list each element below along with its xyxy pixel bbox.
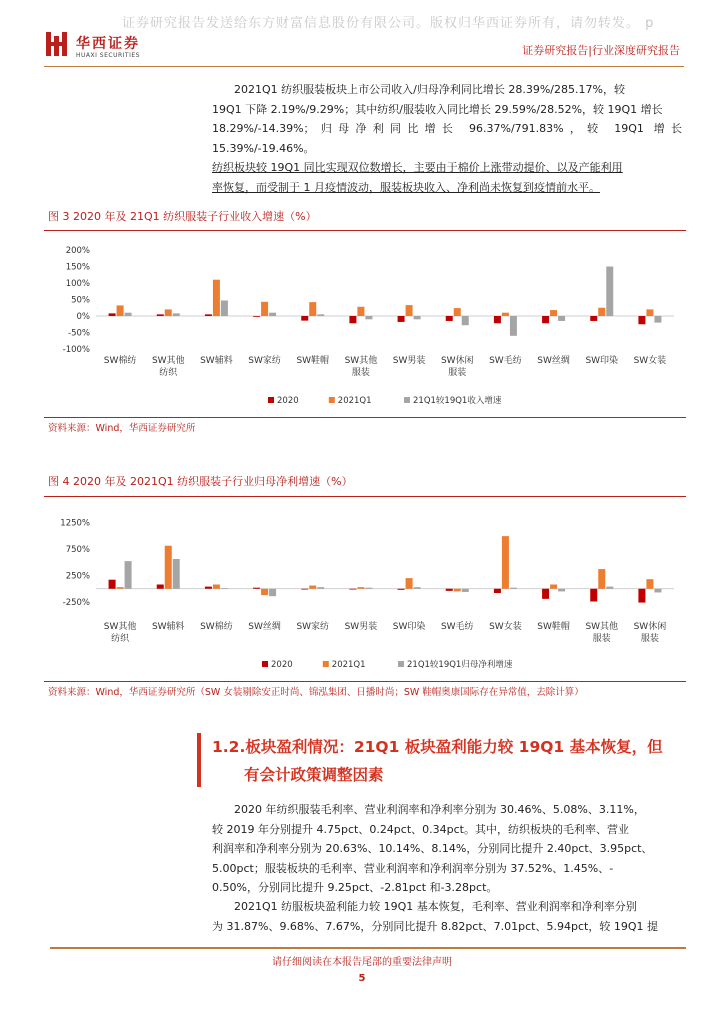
bar-2020: [301, 316, 308, 321]
category-label: SW男装: [392, 356, 426, 366]
bar-21Q1较19Q1归母净利增速: [173, 559, 180, 589]
bar-2021Q1: [646, 309, 653, 316]
logo-name: 华西证券: [76, 36, 140, 52]
legend-swatch: [268, 397, 274, 403]
bar-2021Q1: [550, 584, 557, 588]
bar-2020: [638, 589, 645, 603]
watermark: 证券研究报告发送给东方财富信息股份有限公司。版权归华西证券所有，请勿转发。 p: [122, 16, 655, 31]
bar-2021Q1: [454, 589, 461, 592]
bar-2021Q1: [117, 305, 124, 316]
bar-2021Q1: [261, 589, 268, 595]
intro-line: 18.29%/-14.39%；归母净利同比增长 96.37%/791.83%，较 19Q1 增长 15.39%/-19.46%。: [212, 122, 682, 155]
bar-2021Q1: [406, 578, 413, 589]
bar-2021Q1: [502, 536, 509, 589]
section-marker: [197, 733, 201, 787]
y-tick-label: 200%: [65, 246, 90, 256]
body-line: 为 31.87%、9.68%、7.67%，分别同比提升 8.82pct、7.01pct、5.94pct，较 19Q1 提: [212, 919, 658, 933]
category-label: SW鞋帽: [296, 356, 330, 366]
bar-21Q1较19Q1收入增速: [510, 316, 517, 336]
category-label: SW休闲服装: [633, 622, 667, 644]
bar-2020: [349, 589, 356, 590]
legend-swatch: [404, 397, 410, 403]
bar-21Q1较19Q1收入增速: [221, 300, 228, 316]
bar-21Q1较19Q1收入增速: [365, 316, 372, 319]
category-label: SW印染: [585, 356, 619, 366]
bar-2020: [446, 316, 453, 321]
bar-2021Q1: [165, 546, 172, 589]
bar-21Q1较19Q1归母净利增速: [125, 561, 132, 589]
bar-2021Q1: [261, 302, 268, 316]
category-label: SW女装: [633, 356, 667, 366]
bar-2020: [205, 314, 212, 316]
bar-2020: [590, 316, 597, 321]
bar-2020: [157, 314, 164, 316]
company-logo: [44, 30, 154, 64]
bar-2020: [205, 587, 212, 589]
legend-label: 21Q1较19Q1收入增速: [413, 396, 502, 406]
bar-2020: [109, 313, 116, 316]
figure3-source: 资料来源：Wind，华西证券研究所: [48, 423, 196, 434]
bar-2020: [590, 589, 597, 602]
page-number: 5: [358, 973, 366, 984]
y-tick-label: 100%: [65, 279, 90, 289]
category-label: SW辅料: [151, 622, 185, 632]
category-label: SW鞋帽: [537, 622, 570, 632]
bar-21Q1较19Q1收入增速: [269, 313, 276, 316]
bar-21Q1较19Q1归母净利增速: [462, 589, 469, 592]
category-label: SW辅料: [200, 356, 233, 366]
category-label: SW毛纺: [489, 356, 522, 366]
y-tick-label: 250%: [65, 571, 90, 582]
body-line: 利润率和净利率分别为 20.63%、10.14%、8.14%，分别同比提升 2.40pct、3.95pct、: [212, 842, 653, 855]
body-line: 2021Q1 纺服板块盈利能力较 19Q1 基本恢复，毛利率、营业利润率和净利率分别: [234, 900, 637, 913]
intro-line: 19Q1 下降 2.19%/9.29%；其中纺织/服装收入同比增长 29.59%/28.52%，较 19Q1 增长: [212, 102, 663, 116]
logo-english-name: HUAXI SECURITIES: [76, 52, 140, 59]
bar-21Q1较19Q1归母净利增速: [606, 587, 613, 589]
category-label: SW家纺: [248, 356, 281, 366]
bar-2021Q1: [213, 584, 220, 588]
category-label: SW其他服装: [344, 356, 378, 378]
intro-line: 2021Q1 纺织服装板块上市公司收入/归母净利同比增长 28.39%/285.17%，较: [234, 83, 625, 96]
body-line: 0.50%，分别同比提升 9.25pct、-2.81pct 和-3.28pct。: [212, 881, 498, 894]
bar-21Q1较19Q1归母净利增速: [558, 589, 565, 592]
bar-2021Q1: [357, 307, 364, 316]
bar-2020: [494, 589, 501, 593]
figure4-chart: [44, 496, 686, 682]
bar-2020: [542, 316, 549, 323]
bar-2020: [253, 316, 260, 317]
legend-label: 2020: [277, 396, 299, 406]
section-title: [212, 733, 692, 789]
bar-21Q1较19Q1收入增速: [606, 267, 613, 317]
bar-2021Q1: [309, 586, 316, 589]
category-label: SW棉纺: [103, 356, 137, 366]
bar-21Q1较19Q1归母净利增速: [510, 588, 517, 589]
logo-mark-icon: [44, 30, 70, 58]
bar-21Q1较19Q1收入增速: [125, 313, 132, 316]
y-tick-label: 750%: [65, 544, 90, 555]
legend-swatch: [398, 661, 404, 667]
report-type: 证券研究报告|行业深度研究报告: [522, 44, 680, 57]
category-label: SW毛纺: [440, 622, 474, 632]
bar-2020: [494, 316, 501, 323]
category-label: SW男装: [344, 622, 378, 632]
footer-divider: [50, 947, 686, 949]
bar-2021Q1: [598, 569, 605, 589]
figure3-caption: 图 3 2020 年及 21Q1 纺织服装子行业收入增速（%）: [48, 210, 317, 223]
bar-2020: [542, 589, 549, 599]
bar-21Q1较19Q1收入增速: [462, 316, 469, 325]
bar-2021Q1: [502, 313, 509, 316]
bar-2020: [398, 316, 405, 322]
figure3-svg: [44, 231, 686, 417]
bar-2021Q1: [309, 302, 316, 316]
body-line: 较 2019 年分别提升 4.75pct、0.24pct、0.34pct。其中，纺织板块的毛利率、营业: [212, 822, 629, 836]
figure4-svg: [44, 497, 686, 681]
legend-label: 2020: [271, 660, 293, 670]
category-label: SW女装: [489, 622, 522, 632]
body-paragraph-1: [212, 800, 682, 898]
header-divider: [44, 66, 684, 67]
bar-21Q1较19Q1收入增速: [414, 316, 421, 319]
body-paragraph-2: [212, 897, 682, 936]
bar-2021Q1: [646, 579, 653, 589]
bar-2020: [638, 316, 645, 324]
body-line: 5.00pct；服装板块的毛利率、营业利润率和净利润率分别为 37.52%、1.45%、-: [212, 861, 614, 875]
legend-label: 2021Q1: [337, 396, 372, 406]
bar-2020: [349, 316, 356, 323]
category-label: SW丝绸: [537, 356, 570, 366]
bar-2021Q1: [598, 308, 605, 316]
category-label: SW休闲服装: [440, 356, 474, 378]
bar-2021Q1: [213, 280, 220, 316]
category-label: SW其他纺织: [151, 356, 185, 378]
y-tick-label: 150%: [65, 262, 90, 273]
body-line: 2020 年纺织服装毛利率、营业利润率和净利率分别为 30.46%、5.08%、3.11%，: [234, 803, 645, 816]
intro-paragraph: [212, 80, 682, 197]
bar-21Q1较19Q1归母净利增速: [269, 589, 276, 596]
bar-2021Q1: [357, 587, 364, 589]
bar-21Q1较19Q1归母净利增速: [317, 587, 324, 589]
y-tick-label: -250%: [62, 598, 90, 609]
intro-line-underlined: 率恢复，而受制于 1 月疫情波动，服装板块收入、净利尚未恢复到疫情前水平。: [212, 180, 600, 194]
bar-21Q1较19Q1归母净利增速: [654, 589, 661, 593]
category-label: SW其他服装: [585, 622, 619, 644]
bar-2020: [253, 588, 260, 589]
category-label: SW印染: [392, 622, 426, 632]
bar-2020: [157, 584, 164, 588]
bar-2021Q1: [406, 305, 413, 316]
bar-21Q1较19Q1收入增速: [317, 314, 324, 316]
y-tick-label: 50%: [71, 295, 90, 306]
bar-21Q1较19Q1收入增速: [558, 316, 565, 321]
bar-2021Q1: [117, 587, 124, 589]
figure4-caption: 图 4 2020 年及 2021Q1 纺织服装子行业归母净利增速（%）: [48, 475, 353, 488]
bar-21Q1较19Q1归母净利增速: [365, 588, 372, 589]
intro-line-underlined: 纺织板块较 19Q1 同比实现双位数增长，主要由于棉价上涨带动提价、以及产能利用: [212, 161, 623, 174]
legend-swatch: [323, 661, 329, 667]
footer-disclaimer: 请仔细阅读在本报告尾部的重要法律声明: [272, 957, 452, 968]
legend-label: 2021Q1: [331, 660, 366, 670]
bar-21Q1较19Q1收入增速: [654, 316, 661, 323]
legend-swatch: [262, 661, 268, 667]
figure4-source: 资料来源：Wind，华西证券研究所（SW 女装剔除安正时尚、锦泓集团、日播时尚；SW 鞋帽奥康国际存在异常值，去除计算）: [48, 687, 584, 698]
bar-2020: [109, 580, 116, 589]
category-label: SW家纺: [296, 622, 330, 632]
figure3-chart: [44, 230, 686, 418]
bar-2020: [301, 589, 308, 590]
category-label: SW棉纺: [200, 622, 233, 632]
section-title-line: 有会计政策调整因素: [244, 766, 384, 784]
bar-21Q1较19Q1归母净利增速: [414, 587, 421, 589]
bar-21Q1较19Q1归母净利增速: [221, 588, 228, 589]
category-label: SW其他纺织: [103, 622, 137, 644]
bar-2020: [398, 589, 405, 590]
y-tick-label: 1250%: [60, 518, 90, 529]
bar-2021Q1: [165, 309, 172, 316]
bar-2020: [446, 589, 453, 591]
y-tick-label: 0%: [76, 312, 90, 322]
bar-2021Q1: [454, 308, 461, 316]
y-tick-label: -100%: [62, 345, 90, 355]
y-tick-label: -50%: [68, 328, 90, 339]
section-title-line: 1.2.板块盈利情况：21Q1 板块盈利能力较 19Q1 基本恢复，但: [212, 738, 663, 756]
category-label: SW丝绸: [248, 622, 281, 632]
legend-swatch: [329, 397, 335, 403]
legend-label: 21Q1较19Q1归母净利增速: [407, 660, 513, 670]
bar-21Q1较19Q1收入增速: [173, 313, 180, 316]
bar-2021Q1: [550, 310, 557, 316]
